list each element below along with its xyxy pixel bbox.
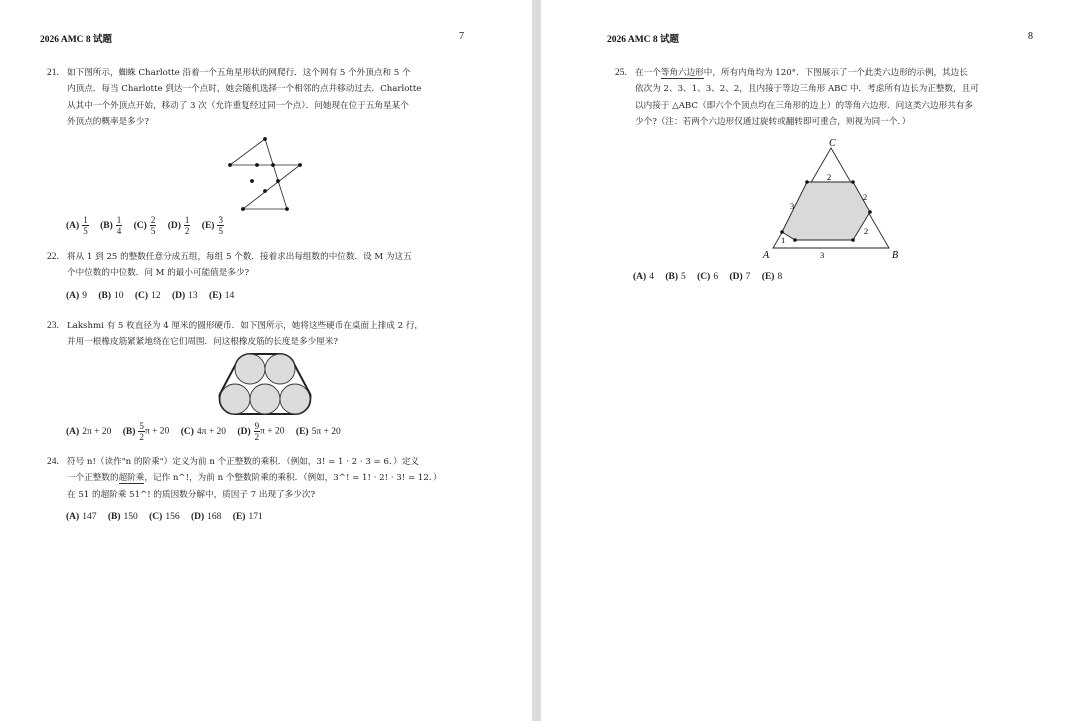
question-text-line: 以内接于 △ABC（即六个个顶点均在三角形的边上）的等角六边形．问这类六边形共有多	[635, 100, 973, 111]
question-23	[47, 318, 424, 351]
question-number: 24.	[47, 457, 59, 467]
question-25	[615, 65, 979, 131]
answer-choice-d[interactable]: (D) $\frac{9}{2}$ π + 20	[237, 421, 285, 442]
side-label: 2	[827, 172, 832, 182]
answer-choice-a[interactable]: (A) 147	[66, 512, 97, 522]
question-text-line: 在一个等角六边形中，所有内角均为 120°．下图展示了一个此类六边形的示例，其边长	[635, 68, 968, 78]
answer-choices-21	[66, 215, 233, 236]
answer-choice-d[interactable]: (D) 168	[190, 512, 222, 522]
answer-choices-24	[66, 512, 272, 522]
answer-choice-c[interactable]: (C) 156	[149, 512, 180, 522]
page-number: 7	[459, 31, 464, 42]
answer-choice-c[interactable]: (C) 12	[134, 291, 161, 301]
coins-figure	[216, 352, 314, 416]
page-header-title: 2026 AMC 8 试题	[607, 35, 680, 45]
answer-choices-22	[66, 291, 243, 301]
answer-choice-e[interactable]: (E) 8	[761, 272, 783, 282]
question-number: 21.	[47, 68, 59, 78]
pentagram-figure	[222, 134, 308, 214]
triangle-hexagon-figure	[761, 134, 911, 264]
side-label: 3	[790, 201, 795, 211]
answer-choice-b[interactable]: (B) 5	[665, 272, 686, 282]
defined-term: 等角六边形	[660, 68, 704, 78]
question-text-line: 内顶点．每当 Charlotte 到达一个点时，她会随机选择一个相邻的点并移动过去．Charlotte	[67, 84, 422, 95]
question-text-line: 个中位数的中位数．问 M 的最小可能值是多少?	[67, 268, 250, 279]
answer-choice-b[interactable]: (B) $\frac{1}{4}$	[100, 215, 122, 236]
answer-choice-b[interactable]: (B) $\frac{5}{2}$ π + 20	[122, 421, 170, 442]
page-number: 8	[1028, 31, 1033, 42]
question-text-line: 少个?（注：若两个六边形仅通过旋转或翻转即可重合，则视为同一个．）	[635, 117, 911, 128]
question-number: 25.	[615, 68, 627, 78]
question-text-line: 如下图所示，蜘蛛 Charlotte 沿着一个五角星形状的网爬行．这个网有 5 个外顶点和 5 个	[67, 68, 411, 78]
answer-choice-b[interactable]: (B) 10	[98, 291, 124, 301]
question-text-line: Lakshmi 有 5 枚直径为 4 厘米的圆形硬币．如下图所示，她将这些硬币在桌面上排成 2 行，	[67, 321, 424, 331]
answer-choice-c[interactable]: (C) 6	[697, 272, 719, 282]
answer-choice-d[interactable]: (D) $\frac{1}{2}$	[167, 215, 190, 236]
defined-term: 超阶乘	[118, 473, 145, 484]
side-label: 2	[863, 192, 868, 202]
question-text-line: 并用一根橡皮筋紧紧地绕在它们周围．问这根橡皮筋的长度是多少厘米?	[67, 337, 339, 348]
question-number: 22.	[47, 252, 59, 262]
answer-choice-a[interactable]: (A) $\frac{1}{5}$	[66, 215, 88, 236]
page-header-title: 2026 AMC 8 试题	[40, 35, 113, 45]
question-24	[47, 454, 442, 503]
side-label: 3	[820, 250, 825, 260]
answer-choice-d[interactable]: (D) 13	[171, 291, 198, 301]
answer-choice-b[interactable]: (B) 150	[107, 512, 138, 522]
question-text-line: 外顶点的概率是多少?	[67, 117, 149, 128]
answer-choice-d[interactable]: (D) 7	[729, 272, 751, 282]
question-22	[47, 249, 412, 282]
question-text-line: 将从 1 到 25 的整数任意分成五组，每组 5 个数．接着求出每组数的中位数．设 M 为这五	[67, 252, 412, 262]
question-text-line: 在 51 的超阶乘 51^! 的质因数分解中，质因子 7 出现了多少次?	[67, 489, 316, 500]
right-page	[541, 0, 1080, 721]
answer-choice-a[interactable]: (A) 4	[633, 272, 654, 282]
answer-choice-a[interactable]: (A) 2π + 20	[66, 426, 112, 437]
left-page	[0, 0, 532, 721]
side-label: 1	[781, 235, 786, 245]
answer-choice-c[interactable]: (C) 4π + 20	[180, 426, 227, 437]
answer-choice-e[interactable]: (E) 5π + 20	[295, 426, 341, 437]
question-21	[47, 65, 422, 131]
answer-choice-e[interactable]: (E) $\frac{3}{5}$	[201, 215, 223, 236]
answer-choice-e[interactable]: (E) 14	[209, 291, 235, 301]
question-text-line: 一个正整数的超阶乘，记作 n^!，为前 n 个整数阶乘的乘积．（例如，3^! = 1! · 2! · 3! = 12．）	[67, 473, 442, 484]
vertex-label-b: B	[892, 250, 899, 261]
vertex-label-c: C	[829, 138, 836, 149]
answer-choice-c[interactable]: (C) $\frac{2}{5}$	[133, 215, 156, 236]
page-gutter	[532, 0, 541, 721]
vertex-label-a: A	[763, 250, 770, 261]
question-text-line: 符号 n!（读作"n 的阶乘"）定义为前 n 个正整数的乘积．（例如，3! = 1 · 2 · 3 = 6．）定义	[67, 457, 420, 467]
answer-choices-25	[633, 272, 791, 282]
answer-choice-e[interactable]: (E) 171	[232, 512, 263, 522]
question-text-line: 依次为 2、3、1、3、2、2，且内接于等边三角形 ABC 中．考虑所有边长为正整数，且可	[635, 84, 979, 95]
question-text-line: 从其中一个外顶点开始，移动了 3 次（允许重复经过同一个点）．问她现在位于五角星某个	[67, 100, 409, 111]
answer-choice-a[interactable]: (A) 9	[66, 291, 87, 301]
side-label: 2	[864, 226, 869, 236]
answer-choices-23	[66, 421, 350, 442]
question-number: 23.	[47, 321, 59, 331]
